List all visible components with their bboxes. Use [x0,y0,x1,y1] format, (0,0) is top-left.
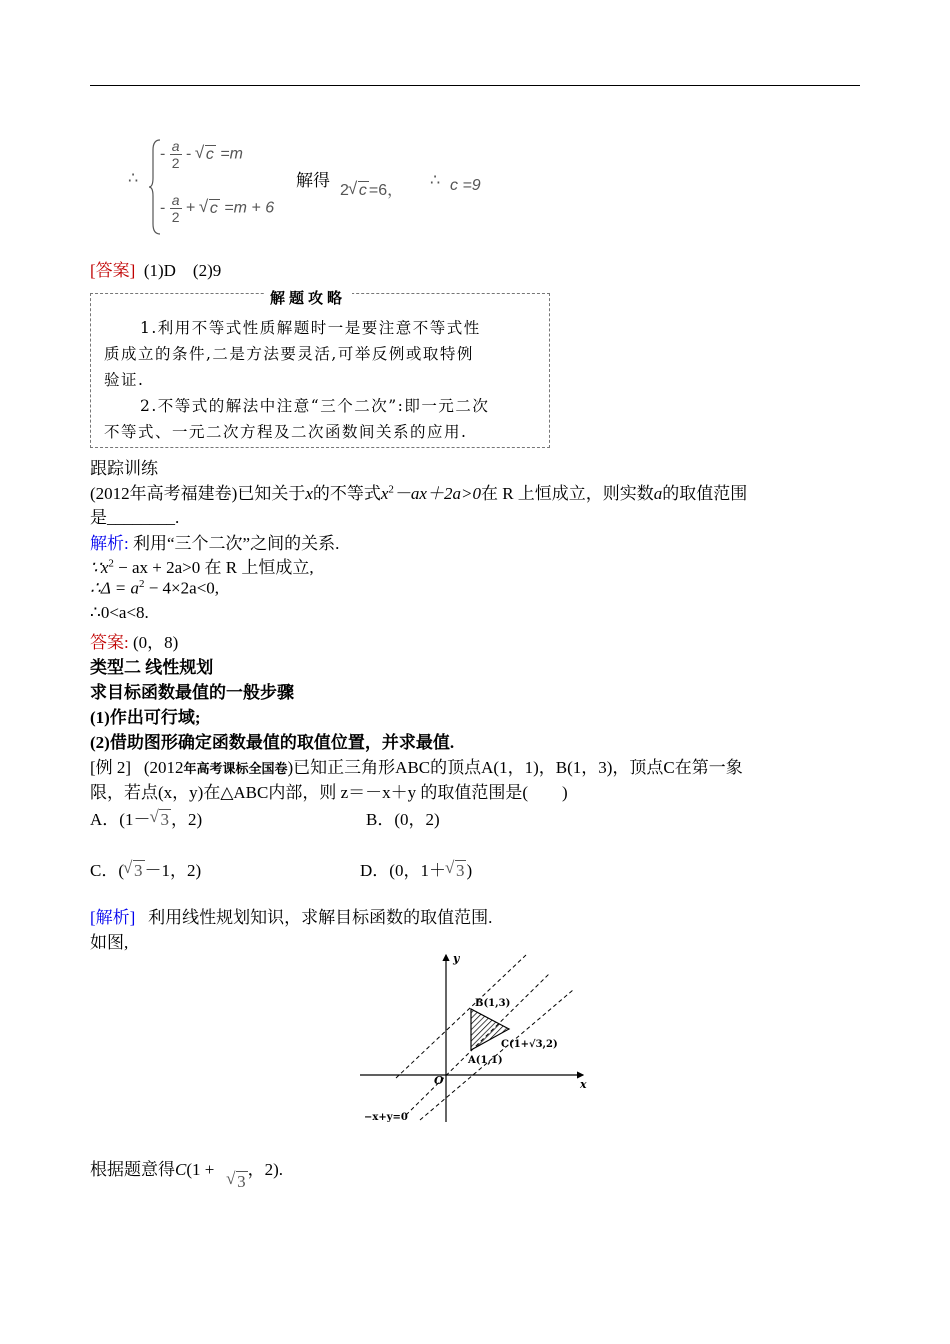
practice-answer: 答案: (0，8) [90,633,179,652]
fraction-a-over-2: $\frac{a}{2}$ [171,138,180,171]
tip-p1-line2: 质成立的条件,二是方法要灵活,可举反例或取特例 [104,345,474,363]
final-line: 根据题意得C(1 + √ 3，2). [90,1155,283,1180]
system-equation-1: - $\frac{a}{2}$ - √ c =m [160,138,243,171]
practice-analysis: 解析: 利用“三个二次”之间的关系. [90,534,340,553]
section-subtitle: 求目标函数最值的一般步骤 [90,683,294,702]
conclusion: c =9 [450,177,481,194]
line-equation-label: −x+y=0 [364,1112,408,1123]
solve-label: 解得 [296,171,330,190]
tip-p1-line3: 验证. [104,371,145,389]
solve-result: 2√ c =6， [340,177,403,200]
tip-p1-line1: 1.利用不等式性质解题时一是要注意不等式性 [140,319,481,337]
practice-heading: 跟踪训练 [90,459,158,478]
practice-step1: $\because x^2$ − ax + 2a>0 在 R 上恒成立, [90,557,314,577]
point-b-label: B(1,3) [475,998,511,1009]
origin-label: O [434,1074,444,1087]
tip-p2-line2: 不等式、一元二次方程及二次函数间关系的应用. [104,423,468,441]
option-a: A．(1－√ 3 ，2) [90,805,202,830]
analysis-ruto: 如图, [90,933,129,952]
therefore-symbol-2: ∴ [430,172,441,189]
therefore-symbol: ∴ [128,170,139,187]
section-step1: (1)作出可行域; [90,708,201,727]
practice-question-line1: (2012年高考福建卷)已知关于x的不等式$x^2-ax+2a>0$在 R 上恒成立，则实数a的取值范围 [90,483,748,503]
x-axis-label: x [580,1078,587,1091]
option-d: D．(0，1＋√ 3 ) [360,856,472,881]
fraction-a-over-2: $\frac{a}{2}$ [171,192,180,225]
point-c-label: C(1+√3,2) [501,1039,558,1050]
section-title: 类型二 线性规划 [90,658,214,677]
tip-title: 解题攻略 [264,287,352,305]
option-c: C．(√ 3 －1，2) [90,856,201,881]
example-line1: [例 2] (2012年高考课标全国卷)已知正三角形ABC的顶点A(1，1)，B(1，3)，顶点C在第一象 [90,758,743,777]
header-rule [90,85,860,86]
practice-step2: ∴Δ = $a^2 - 4\times 2a<0$, [90,578,220,598]
sqrt-c: √ c [205,145,216,164]
option-b: B．(0，2) [366,810,440,829]
section-step2: (2)借助图形确定函数最值的取值位置，并求最值. [90,733,455,752]
system-equation-2: - $\frac{a}{2}$ + √ c =m + 6 [160,192,274,225]
tip-p2-line1: 2.不等式的解法中注意“三个二次”:即一元二次 [140,397,490,415]
analysis-line: [解析] 利用线性规划知识，求解目标函数的取值范围. [90,908,493,927]
practice-step3: ∴0<a<8. [90,603,149,622]
answer-1: [答案] (1)D (2)9 [90,261,222,280]
y-axis-label: y [453,952,460,965]
practice-question-line2: 是________. [90,508,180,527]
example-line2: 限，若点(x，y)在△ABC内部，则 z＝－x＋y 的取值范围是( ) [90,783,568,802]
sqrt-c: √ c [209,199,220,218]
feasible-region-graph [358,950,593,1130]
point-a-label: A(1,1) [468,1055,503,1066]
